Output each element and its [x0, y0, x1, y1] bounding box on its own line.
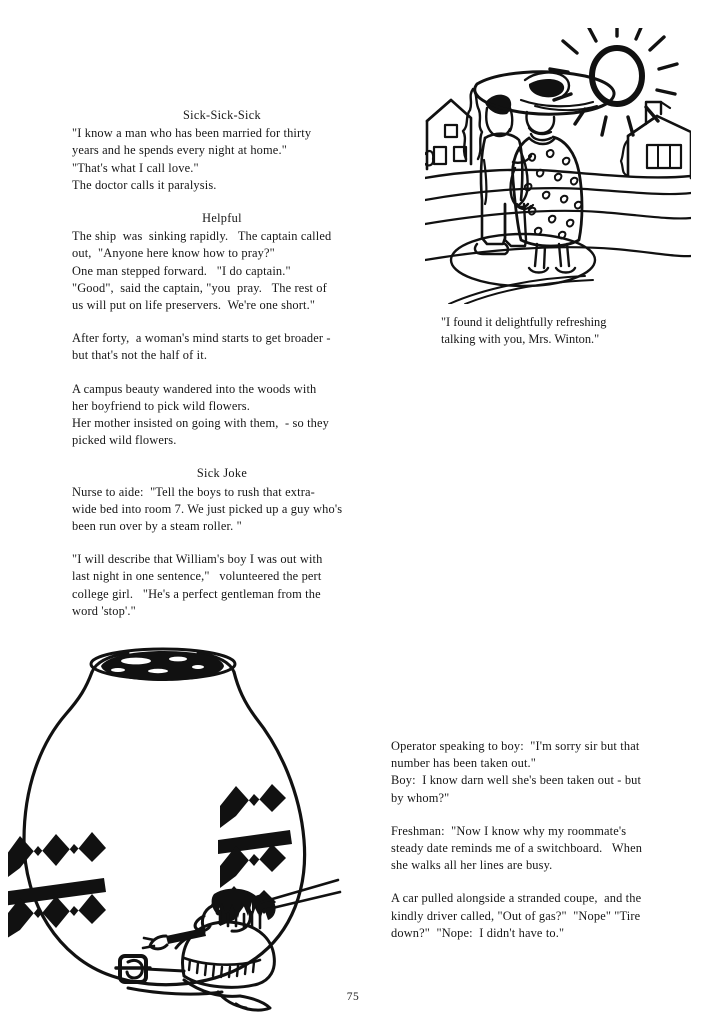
joke-title: Helpful [202, 211, 242, 226]
bottom-illustration [8, 640, 348, 1012]
joke-line: A car pulled alongside a stranded coupe, and the [391, 891, 642, 906]
page-number: 75 [346, 991, 360, 1003]
joke-line: Operator speaking to boy: "I'm sorry sir but that [391, 739, 640, 753]
joke-block [391, 890, 691, 942]
joke-line: us will put on life preservers. We're one short." [72, 298, 316, 313]
joke-line: her boyfriend to pick wild flowers. [72, 398, 250, 413]
joke-line: wide bed into room 7. We just picked up a guy who's [72, 501, 343, 516]
joke-line: number has been taken out." [391, 756, 537, 771]
joke-line: by whom?" [391, 790, 450, 805]
joke-line: Nurse to aide: "Tell the boys to rush that extra- [72, 484, 315, 499]
joke-line: last night in one sentence," volunteered the pert [72, 569, 322, 584]
joke-line: Boy: I know darn well she's been taken out - but [391, 773, 642, 788]
joke-line: A campus beauty wandered into the woods with [72, 381, 317, 396]
joke-line: After forty, a woman's mind starts to get broader - [72, 331, 331, 346]
joke-line: "That's what I call love." [72, 160, 199, 175]
caption-line: "I found it delightfully refreshing [441, 315, 607, 329]
joke-line: "Good", said the captain, "you pray. The rest of [72, 280, 327, 295]
joke-line: "I know a man who has been married for thirty [72, 126, 312, 141]
joke-line: The ship was sinking rapidly. The captain called [72, 229, 332, 244]
caption-line: talking with you, Mrs. Winton." [441, 332, 600, 347]
joke-line: been run over by a steam roller. " [72, 519, 242, 534]
joke-title: Sick Joke [196, 466, 248, 481]
left-text-column [72, 107, 372, 620]
top-illustration [425, 28, 691, 304]
joke-line: out, "Anyone here know how to pray?" [72, 246, 275, 261]
joke-line: picked wild flowers. [72, 433, 177, 448]
joke-line: she walks all her lines are busy. [391, 858, 553, 873]
joke-line: word 'stop'." [72, 603, 136, 618]
joke-block [72, 381, 372, 450]
joke-block [391, 738, 691, 807]
joke-block [72, 551, 372, 620]
top-illustration-caption [441, 314, 691, 348]
joke-line: but that's not the half of it. [72, 348, 208, 363]
joke-line: One man stepped forward. "I do captain." [72, 263, 291, 278]
joke-line: "I will describe that William's boy I was out with [72, 552, 323, 567]
joke-block [72, 330, 372, 364]
joke-block [72, 210, 372, 314]
joke-line: The doctor calls it paralysis. [72, 177, 217, 192]
joke-block [72, 465, 372, 535]
joke-line: down?" "Nope: I didn't have to." [391, 925, 565, 940]
joke-line: kindly driver called, "Out of gas?" "Nope" "Tire [391, 908, 641, 923]
right-text-column [391, 738, 691, 942]
joke-line: Freshman: "Now I know why my roommate's [391, 823, 627, 838]
joke-block [391, 823, 691, 875]
joke-block [72, 107, 372, 194]
joke-line: college girl. "He's a perfect gentleman from the [72, 586, 321, 601]
joke-title: Sick-Sick-Sick [183, 108, 261, 122]
joke-line: Her mother insisted on going with them, - so they [72, 416, 330, 431]
joke-line: years and he spends every night at home." [72, 143, 287, 158]
joke-line: steady date reminds me of a switchboard. When [391, 841, 643, 856]
